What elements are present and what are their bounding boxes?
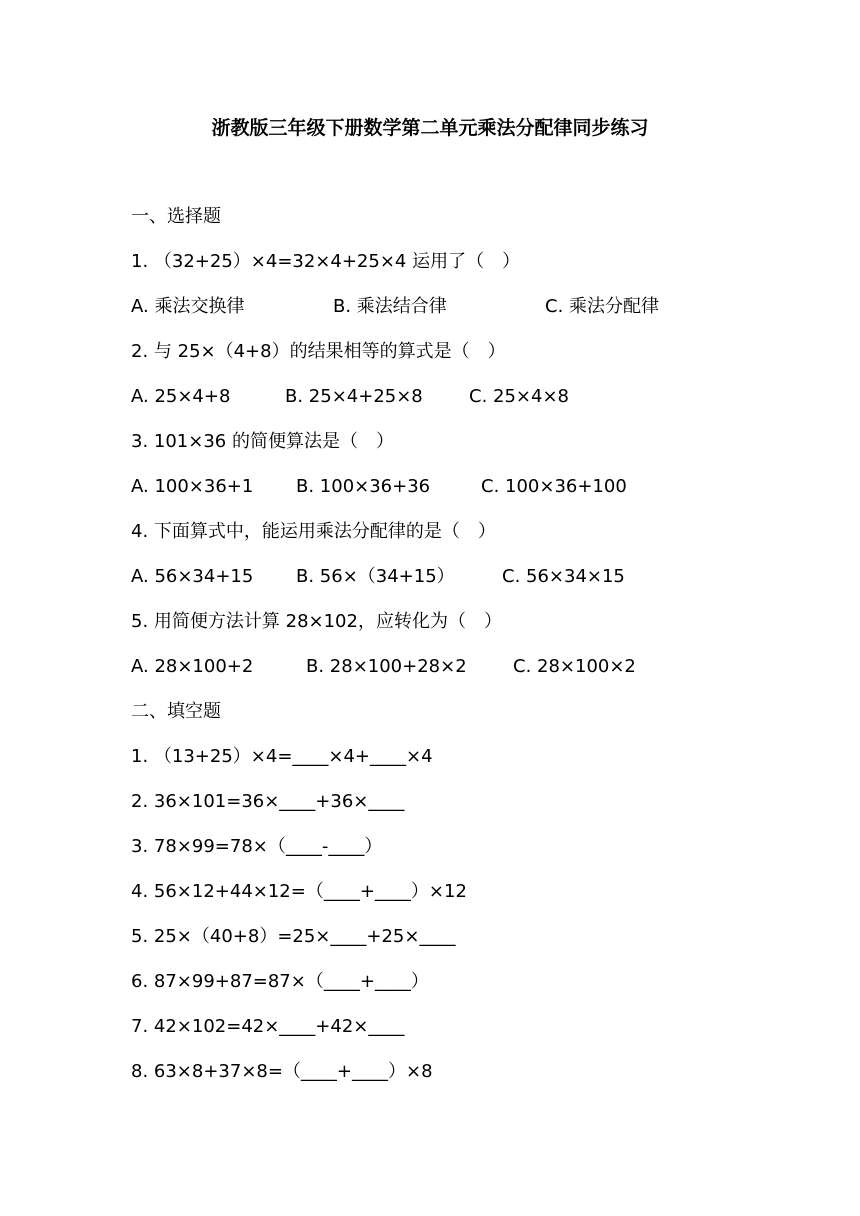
- question-3: 3. 101×36 的简便算法是（ ）: [131, 431, 394, 452]
- q1-option-a: A. 乘法交换律: [131, 296, 245, 317]
- fill-item-3: 3. 78×99=78×（____-____）: [131, 836, 383, 857]
- q4-option-a: A. 56×34+15: [131, 566, 254, 587]
- q3-option-b: B. 100×36+36: [296, 476, 431, 497]
- q2-option-c: C. 25×4×8: [469, 386, 569, 407]
- q5-option-c: C. 28×100×2: [513, 656, 636, 677]
- section-heading-fill: 二、填空题: [131, 701, 221, 722]
- fill-item-4: 4. 56×12+44×12=（____+____）×12: [131, 881, 467, 902]
- q3-option-c: C. 100×36+100: [481, 476, 627, 497]
- fill-item-8: 8. 63×8+37×8=（____+____）×8: [131, 1061, 433, 1082]
- fill-item-5: 5. 25×（40+8）=25×____+25×____: [131, 926, 456, 947]
- fill-item-2: 2. 36×101=36×____+36×____: [131, 791, 405, 812]
- q2-option-b: B. 25×4+25×8: [285, 386, 423, 407]
- q1-option-c: C. 乘法分配律: [545, 296, 660, 317]
- q3-option-a: A. 100×36+1: [131, 476, 254, 497]
- fill-item-7: 7. 42×102=42×____+42×____: [131, 1016, 405, 1037]
- q1-option-b: B. 乘法结合律: [333, 296, 447, 317]
- fill-item-6: 6. 87×99+87=87×（____+____）: [131, 971, 429, 992]
- q4-option-b: B. 56×（34+15）: [296, 566, 455, 587]
- page-title: 浙教版三年级下册数学第二单元乘法分配律同步练习: [211, 117, 649, 139]
- q4-option-c: C. 56×34×15: [502, 566, 625, 587]
- question-4: 4. 下面算式中，能运用乘法分配律的是（ ）: [131, 521, 496, 542]
- question-2: 2. 与 25×（4+8）的结果相等的算式是（ ）: [131, 341, 506, 362]
- q5-option-a: A. 28×100+2: [131, 656, 254, 677]
- fill-item-1: 1. （13+25）×4=____×4+____×4: [131, 746, 433, 767]
- question-5: 5. 用简便方法计算 28×102，应转化为（ ）: [131, 611, 502, 632]
- q5-option-b: B. 28×100+28×2: [306, 656, 467, 677]
- section-heading-choice: 一、选择题: [131, 206, 221, 227]
- question-1: 1. （32+25）×4=32×4+25×4 运用了（ ）: [131, 251, 521, 272]
- q2-option-a: A. 25×4+8: [131, 386, 231, 407]
